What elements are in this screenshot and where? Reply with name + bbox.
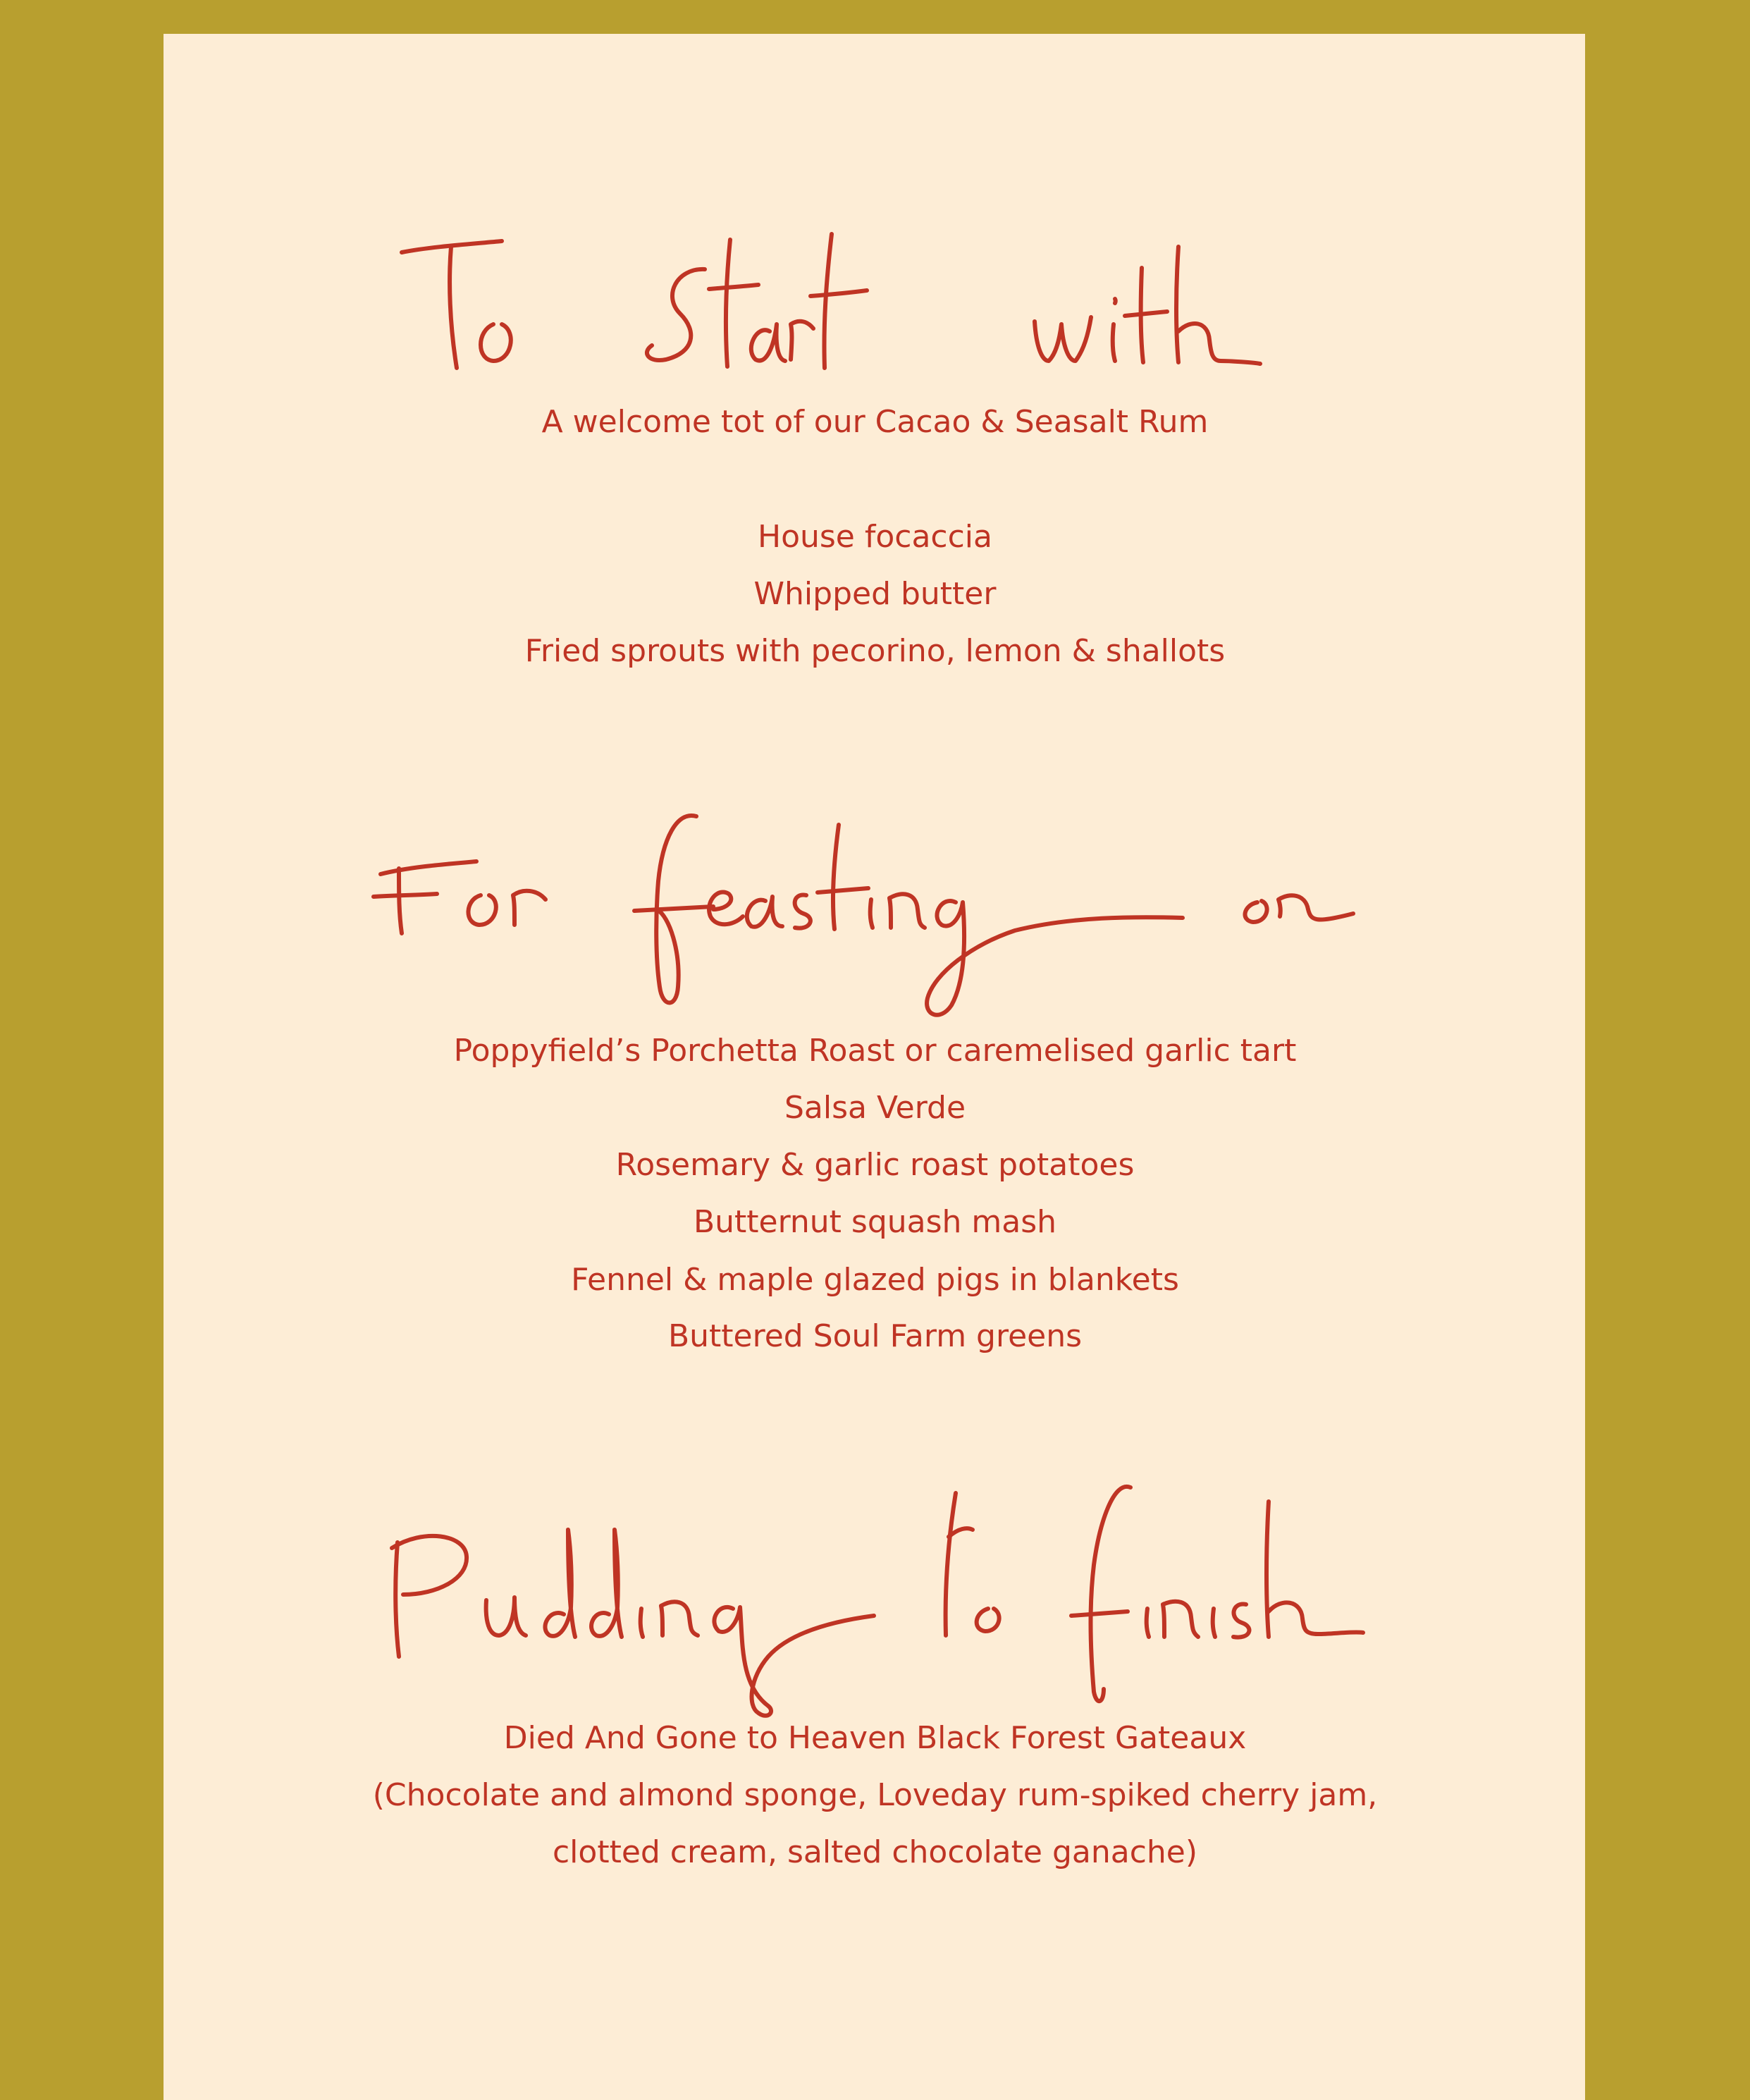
heading-pudding-to-finish — [0, 1473, 1750, 1657]
heading-for-feasting-on-script — [0, 804, 1750, 1043]
menu-item: Buttered Soul Farm greens — [667, 1318, 1083, 1354]
menu-item: Salsa Verde — [784, 1090, 966, 1126]
menu-item: A welcome tot of our Cacao & Seasalt Rum — [541, 404, 1209, 440]
menu-item: Butternut squash mash — [693, 1204, 1057, 1240]
heading-pudding-to-finish-script — [0, 1473, 1750, 1727]
menu-item: (Chocolate and almond sponge, Loveday rum-spiked cherry jam, — [372, 1777, 1378, 1813]
heading-for-feasting-on — [0, 804, 1750, 987]
menu-item: Died And Gone to Heaven Black Forest Gateaux — [503, 1720, 1247, 1756]
menu-item: Rosemary & garlic roast potatoes — [615, 1147, 1135, 1183]
menu-item: Fried sprouts with pecorino, lemon & shallots — [524, 633, 1226, 669]
menu-item: Fennel & maple glazed pigs in blankets — [571, 1262, 1179, 1298]
menu-item: Whipped butter — [753, 576, 997, 612]
menu-item: Poppyfield’s Porchetta Roast or caremelised garlic tart — [453, 1033, 1297, 1069]
heading-to-start-with-script — [0, 226, 1750, 409]
menu-item: clotted cream, salted chocolate ganache) — [552, 1834, 1198, 1870]
heading-to-start-with — [0, 226, 1750, 409]
menu-item: House focaccia — [757, 519, 992, 555]
